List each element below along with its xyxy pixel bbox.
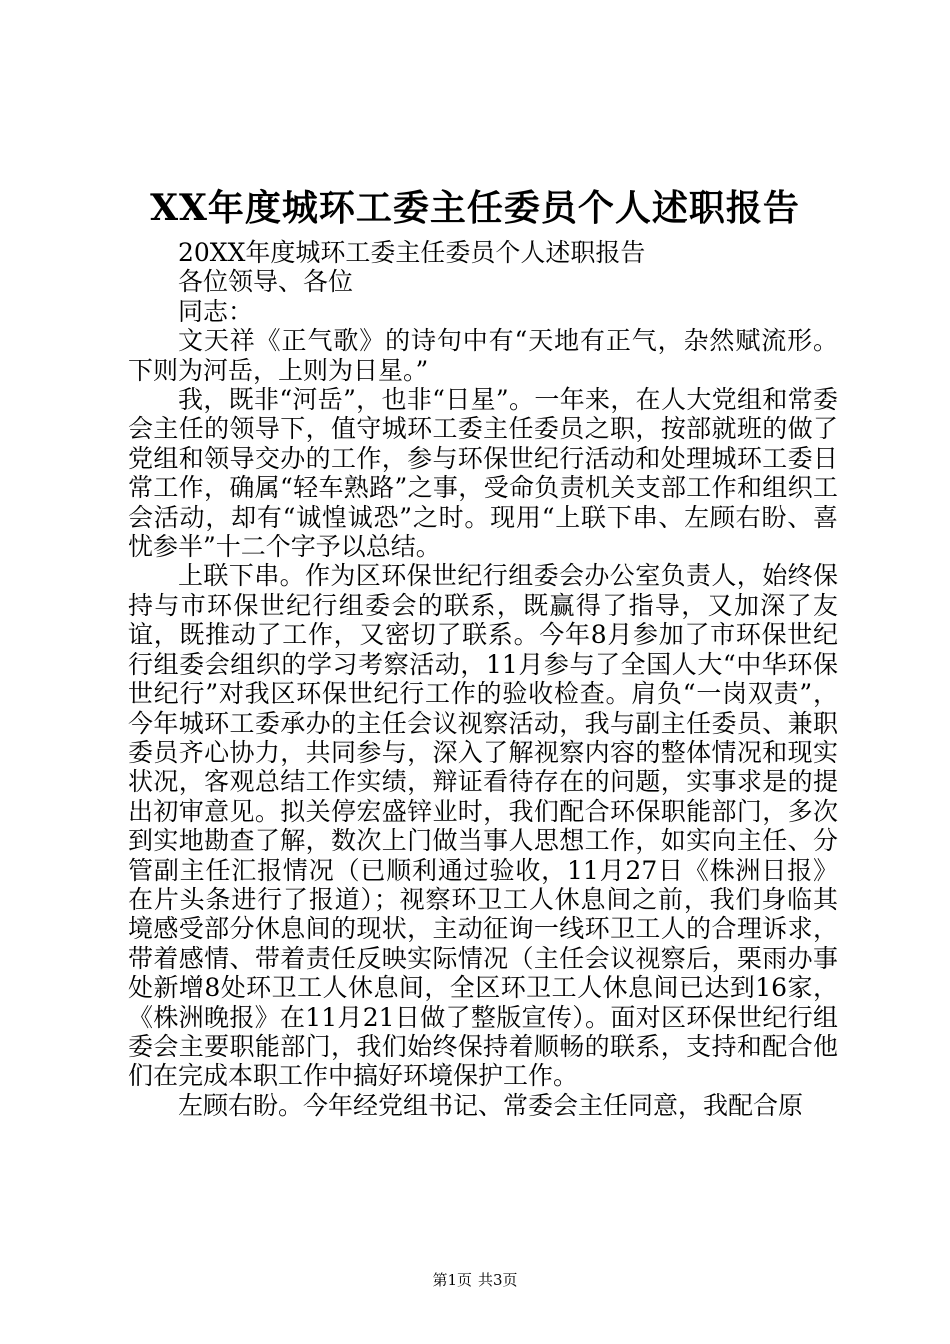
paragraph-quote: 文天祥《正气歌》的诗句中有“天地有正气，杂然赋流形。下则为河岳，上则为日星。” xyxy=(128,326,838,385)
page-footer xyxy=(0,1270,950,1290)
paragraph-section-1: 上联下串。作为区环保世纪行组委会办公室负责人，始终保持与市环保世纪行组委会的联系，既赢得了指导，又加深了友谊，既推动了工作，又密切了联系。今年8月参加了市环保世纪行组委会组织的学习考察活动，11月参与了全国人大“中华环保世纪行”对我区环保世纪行工作的验收检查。肩负“一岗双责”，今年城环工委承办的主任会议视察活动，我与副主任委员、兼职委员齐心协力，共同参与，深入了解视察内容的整体情况和现实状况，客观总结工作实绩，辩证看待存在的问题，实事求是的提出初审意见。拟关停宏盛锌业时，我们配合环保职能部门，多次到实地勘查了解，数次上门做当事人思想工作，如实向主任、分管副主任汇报情况（已顺利通过验收，11月27日《株洲日报》在片头条进行了报道）；视察环卫工人休息间之前，我们身临其境感受部分休息间的现状，主动征询一线环卫工人的合理诉求，带着感情、带着责任反映实际情况（主任会议视察后，栗雨办事处新增8处环卫工人休息间，全区环卫工人休息间已达到16家，《株洲晚报》在11月21日做了整版宣传）。面对区环保世纪行组委会主要职能部门，我们始终保持着顺畅的联系，支持和配合他们在完成本职工作中搞好环境保护工作。 xyxy=(128,561,838,1091)
paragraph-salutation: 各位领导、各位 xyxy=(178,267,354,297)
paragraph-intro: 我，既非“河岳”，也非“日星”。一年来，在人大党组和常委会主任的领导下，值守城环工委主任委员之职，按部就班的做了党组和领导交办的工作，参与环保世纪行活动和处理城环工委日常工作，确属“轻车熟路”之事，受命负责机关支部工作和组织工会活动，却有“诚惶诚恐”之时。现用“上联下串、左顾右盼、喜忧参半”十二个字予以总结。 xyxy=(128,385,838,562)
document-title: XX年度城环工委主任委员个人述职报告 xyxy=(150,187,800,229)
document-body xyxy=(128,238,838,1120)
page-number: 第1页 xyxy=(432,1271,472,1289)
page-total: 共3页 xyxy=(478,1271,518,1289)
paragraph-section-2: 左顾右盼。今年经党组书记、常委会主任同意，我配合原 xyxy=(178,1090,804,1120)
paragraph-subtitle: 20XX年度城环工委主任委员个人述职报告 xyxy=(178,238,646,267)
paragraph-salutation-cont: 同志： xyxy=(178,296,254,326)
